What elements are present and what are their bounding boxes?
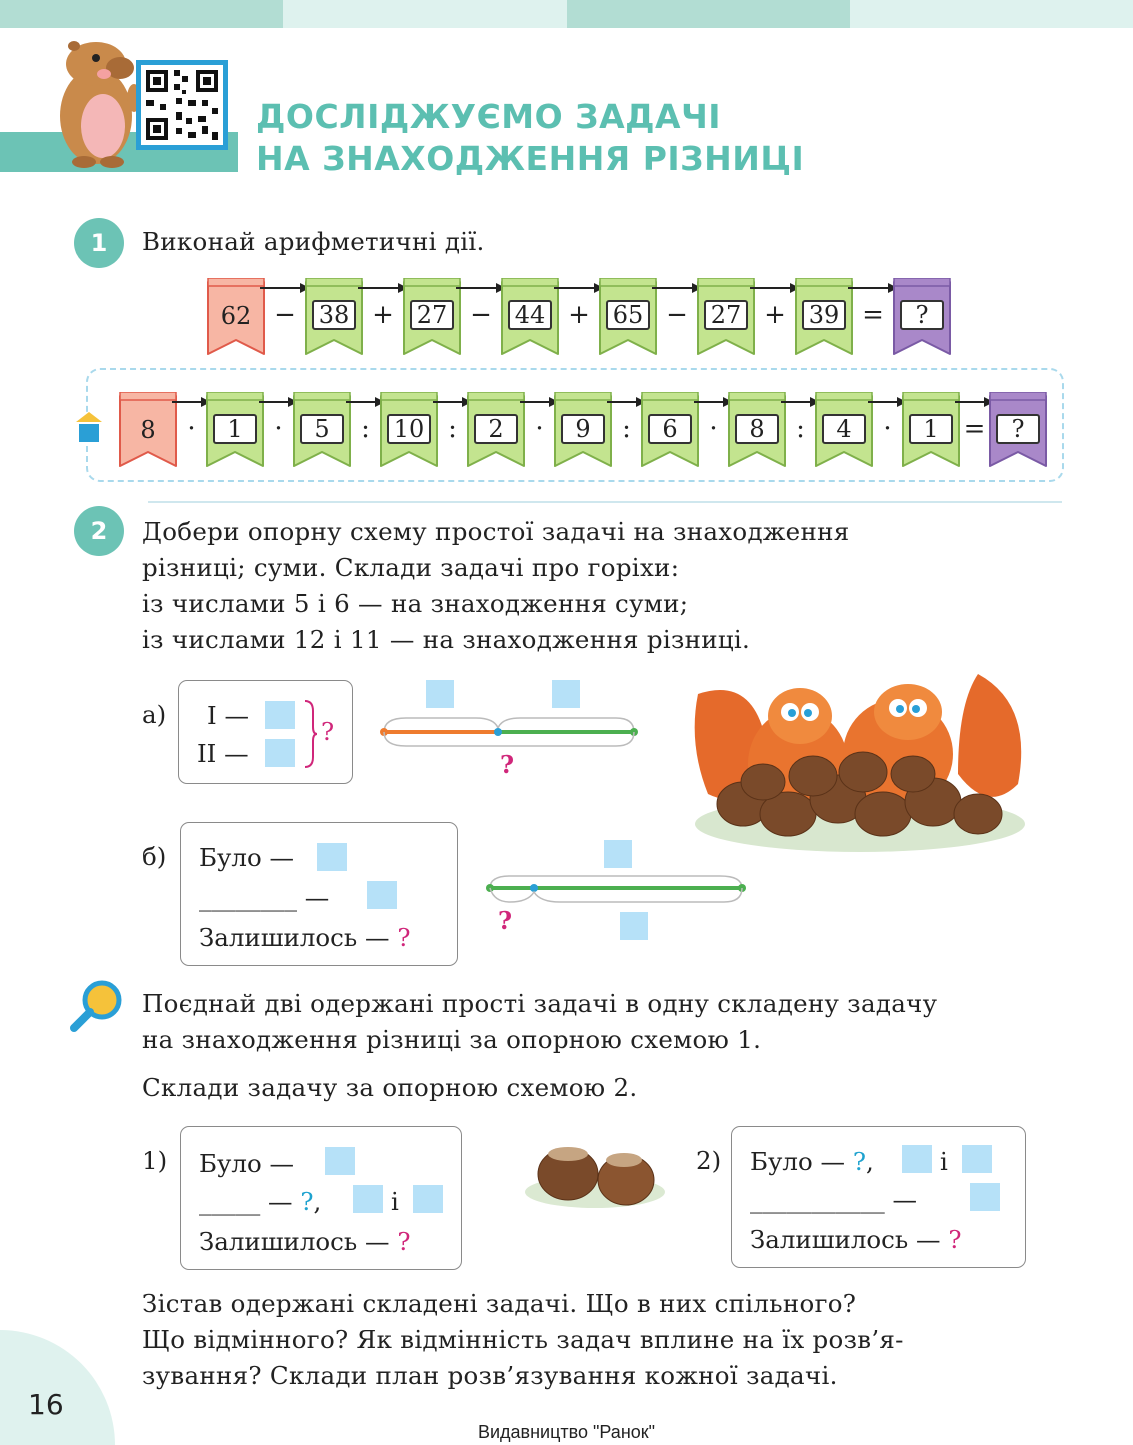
chain2-value-5: 6 — [648, 414, 692, 444]
scheme-a-card — [178, 680, 353, 784]
chain2-flag-7 — [814, 392, 874, 468]
closing-line-2: Що відмінного? Як відмінність задач вплине на їх розв’я- — [142, 1325, 904, 1354]
scheme-b-blank-2[interactable] — [367, 881, 397, 909]
scheme-1-row-2: _____ — ?, — [199, 1187, 322, 1216]
task-number-2: 2 — [74, 506, 124, 556]
top-strip-3 — [567, 0, 850, 28]
chain2-value-7: 4 — [822, 414, 866, 444]
scheme-1-row-1: Було — — [199, 1149, 295, 1178]
task2-line-4: із числами 12 і 11 — на знаходження різниці. — [142, 625, 751, 654]
page-title — [256, 96, 804, 180]
scheme-a-row-2: II — — [197, 739, 249, 768]
page-number: 16 — [28, 1388, 64, 1421]
task3-text — [142, 986, 937, 1058]
chain1-arrow-0 — [260, 282, 310, 294]
scheme-b-row-1: Було — — [199, 843, 295, 872]
scheme-1-and: і — [391, 1187, 399, 1216]
top-strip-1 — [0, 0, 283, 28]
scheme-b-blank-1[interactable] — [317, 843, 347, 871]
chain2-flag-2 — [379, 392, 439, 468]
chain2-flag-8 — [901, 392, 961, 468]
chain2-op-8: · — [883, 414, 892, 444]
chain2-flag-6 — [727, 392, 787, 468]
scheme-1-blank-3[interactable] — [413, 1185, 443, 1213]
chain1-arrow-4 — [652, 282, 702, 294]
challenge-house-icon — [76, 412, 102, 442]
task2-line-3: із числами 5 і 6 — на знаходження суми; — [142, 589, 689, 618]
chain1-equals: = — [862, 300, 884, 330]
chain1-result-value[interactable]: ? — [900, 300, 944, 330]
chain2-op-4: · — [535, 414, 544, 444]
chain1-flag-4 — [696, 278, 756, 356]
chain2-start-flag — [118, 392, 178, 468]
closing-text — [142, 1286, 904, 1394]
chain1-arrow-5 — [750, 282, 800, 294]
capybara-icon — [48, 34, 148, 170]
chain1-flag-2 — [500, 278, 560, 356]
task3-line-1: Поєднай дві одержані прості задачі в одну складену задачу — [142, 989, 938, 1018]
scheme-b-row-2: ________ — — [199, 883, 330, 912]
chain1-op-0: − — [274, 300, 296, 330]
chain1-op-5: + — [764, 300, 786, 330]
chain1-arrow-last — [848, 282, 898, 294]
scheme-2-row1-question: ? — [852, 1147, 866, 1176]
scheme-2-blank-3[interactable] — [970, 1183, 1000, 1211]
scheme-2-card — [731, 1126, 1026, 1268]
scheme-1-label: 1) — [142, 1146, 168, 1175]
chain1-arrow-2 — [456, 282, 506, 294]
scheme-a-brace-question: ? — [321, 717, 335, 746]
chain2-flag-0 — [205, 392, 265, 468]
scheme-1-question: ? — [397, 1227, 411, 1256]
chain2-op-2: : — [361, 414, 370, 444]
chain1-flag-0 — [304, 278, 364, 356]
scheme-2-and: і — [940, 1147, 948, 1176]
chain1-value-5: 39 — [802, 300, 846, 330]
chain2-value-3: 2 — [474, 414, 518, 444]
top-strip-4 — [850, 0, 1133, 28]
chain1-result-flag — [892, 278, 952, 356]
closing-line-3: зування? Склади план розв’язування кожної задачі. — [142, 1361, 838, 1390]
task3-line-2: на знаходження різниці за опорною схемою 1. — [142, 1025, 762, 1054]
closing-line-1: Зістав одержані складені задачі. Що в них спільного? — [142, 1289, 857, 1318]
chain1-value-3: 65 — [606, 300, 650, 330]
chain2-flag-4 — [553, 392, 613, 468]
curly-brace-icon — [303, 699, 317, 769]
scheme-2-blank-2[interactable] — [962, 1145, 992, 1173]
scheme-a-blank-1[interactable] — [265, 701, 295, 729]
chain2-equals: = — [963, 414, 986, 444]
chain2-flag-1 — [292, 392, 352, 468]
chain2-op-1: · — [274, 414, 283, 444]
chain2-op-7: : — [796, 414, 805, 444]
chain1-arrow-1 — [358, 282, 408, 294]
chain2-value-1: 5 — [300, 414, 344, 444]
chain2-value-2: 10 — [387, 414, 431, 444]
chain2-value-8: 1 — [909, 414, 953, 444]
publisher-footer: Видавництво "Ранок" — [477, 1422, 656, 1442]
chain2-op-5: : — [622, 414, 631, 444]
chain2-result-flag — [988, 392, 1048, 468]
chain1-start-flag — [206, 278, 266, 356]
title-line-2: НА ЗНАХОДЖЕННЯ РІЗНИЦІ — [256, 139, 805, 178]
chain1-value-2: 44 — [508, 300, 552, 330]
chain2-start-value: 8 — [140, 416, 156, 444]
chain1-flag-1 — [402, 278, 462, 356]
scheme-b-question: ? — [397, 923, 411, 952]
scheme-b-label: б) — [142, 842, 167, 871]
chain1-value-1: 27 — [410, 300, 454, 330]
scheme-2-row-2: ___________ — — [750, 1185, 918, 1214]
scheme-2-label: 2) — [696, 1146, 722, 1175]
scheme-1-card — [180, 1126, 462, 1270]
scheme-a-total-question: ? — [500, 750, 515, 779]
chain1-op-3: + — [568, 300, 590, 330]
chain2-result-value[interactable]: ? — [996, 414, 1040, 444]
scheme-1-blank-1[interactable] — [325, 1147, 355, 1175]
two-nuts-illustration — [522, 1142, 668, 1212]
chain1-flag-3 — [598, 278, 658, 356]
chain1-arrow-3 — [554, 282, 604, 294]
chain1-value-0: 38 — [312, 300, 356, 330]
task2-line-1: Добери опорну схему простої задачі на знаходження — [142, 517, 850, 546]
chain1-value-4: 27 — [704, 300, 748, 330]
chain1-flag-5 — [794, 278, 854, 356]
chain2-op-6: · — [709, 414, 718, 444]
scheme-a-row-1: I — — [207, 701, 249, 730]
scheme-2-blank-1[interactable] — [902, 1145, 932, 1173]
chain1-start-value: 62 — [220, 302, 252, 330]
task-number-1: 1 — [74, 218, 124, 268]
chain2-op-3: : — [448, 414, 457, 444]
task2-line-2: різниці; суми. Склади задачі про горіхи: — [142, 553, 680, 582]
chain1-op-2: − — [470, 300, 492, 330]
scheme-2-row-3: Залишилось — ? — [750, 1225, 962, 1254]
scheme-2-question: ? — [948, 1225, 962, 1254]
chain2-flag-3 — [466, 392, 526, 468]
chain2-flag-5 — [640, 392, 700, 468]
scheme-2-row-1: Було — ?, — [750, 1147, 874, 1176]
chain2-value-6: 8 — [735, 414, 779, 444]
magnifier-icon — [68, 980, 124, 1036]
scheme-b-part-question: ? — [498, 906, 513, 935]
chain2-value-4: 9 — [561, 414, 605, 444]
task1-instruction: Виконай арифметичні дії. — [142, 227, 485, 256]
scheme-1-row2-question: ? — [300, 1187, 314, 1216]
chain2-op-0: · — [187, 414, 196, 444]
scheme-b-row-3: Залишилось — ? — [199, 923, 411, 952]
scheme-b-diagram — [480, 838, 750, 946]
chain1-op-4: − — [666, 300, 688, 330]
squirrels-with-nuts-illustration — [688, 664, 1033, 854]
chain2-value-0: 1 — [213, 414, 257, 444]
top-strip-2 — [283, 0, 567, 28]
scheme-1-blank-2[interactable] — [353, 1185, 383, 1213]
chain1-op-1: + — [372, 300, 394, 330]
title-line-1: ДОСЛІДЖУЄМО ЗАДАЧІ — [256, 97, 722, 136]
scheme-a-blank-2[interactable] — [265, 739, 295, 767]
scheme-b-card — [180, 822, 458, 966]
divider-line — [148, 501, 1062, 503]
scheme-1-row-3: Залишилось — ? — [199, 1227, 411, 1256]
scheme-a-label: а) — [142, 700, 167, 729]
task2-text — [142, 514, 849, 658]
qr-code-icon[interactable] — [136, 60, 228, 150]
task3-line-3: Склади задачу за опорною схемою 2. — [142, 1073, 638, 1102]
